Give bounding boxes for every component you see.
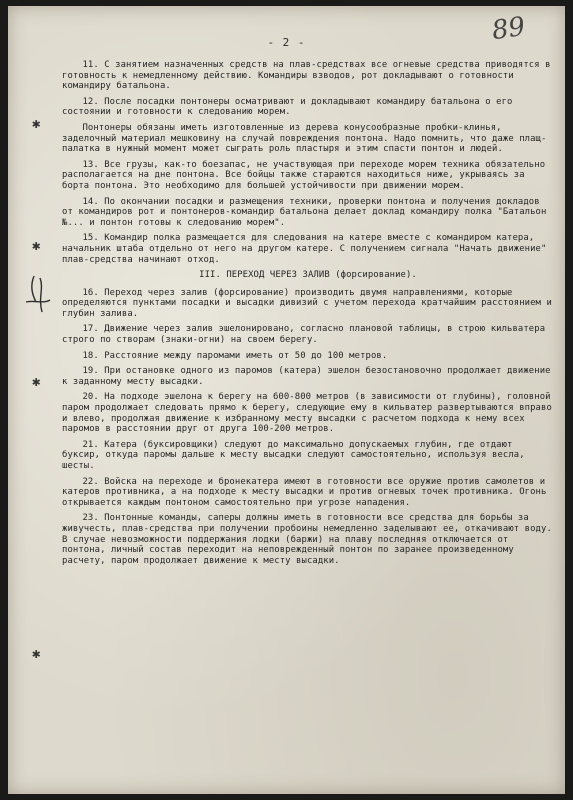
paragraph: 16. Переход через залив (форсирование) производить двумя направлениями, которые определяются пунктами посадки и высадки дивизий с учетом перехода кратчайшим расстоянием и глубин залива. — [62, 287, 558, 319]
paragraph: 14. По окончании посадки и размещения техники, проверки понтона и получения докладов от командиров рот и понтонеров-командир батальона делает доклад командиру полка "Батальон №... и понтон готовы к следованию морем". — [62, 196, 552, 228]
paragraph: 19. При остановке одного из паромов (катера) эшелон безостановочно продолжает движение к заданному месту высадки. — [62, 366, 557, 387]
paragraph: 17. Движение через залив эшелонировано, согласно плановой таблицы, в строю кильватера строго по створам (знаки-огни) на своем берегу. — [62, 324, 551, 346]
archive-page-number: 89 — [489, 11, 527, 47]
page-number: - 2 - — [267, 36, 306, 49]
margin-star-mark: ✱ — [32, 238, 41, 254]
paragraph: 15. Командир полка размещается для следования на катере вместе с командиром катера, начальник штаба отдельно от него на другом катере. С получением сигнала "Начать движение" плав-средства начинают отход. — [62, 233, 552, 265]
paragraph: 18. Расстояние между паромами иметь от 50 до 100 метров. — [82, 350, 388, 361]
margin-handwritten-mark — [20, 272, 56, 318]
paragraph: 21. Катера (буксировщики) следуют до максимально допускаемых глубин, где отдают буксир, откуда паромы дальше к месту высадки следуют самостоятельно, используя весла, шесты. — [62, 439, 531, 471]
margin-star-mark: ✱ — [32, 374, 41, 390]
paragraph: 12. После посадки понтонеры осматривают и докладывают командиру батальона о его состоянии и готовности к следованию морем. — [62, 96, 518, 118]
margin-star-mark: ✱ — [32, 116, 41, 132]
document-body — [62, 60, 558, 571]
paragraph: 11. С занятием назначенных средств на плав-средствах все огневые средства приводятся в готовность к немедленному действию. Командиры взводов, рот докладывают о готовности командиру батальона. — [62, 60, 557, 92]
paragraph: 20. На подходе эшелона к берегу на 600-800 метров (в зависимости от глубины), головной паром продолжает следовать прямо к берегу, следующие ему в кильватер развертываются вправо и влево, продолжая движение к избранному месту высадки с расчетом подхода к нему всех паромов в расстоянии друг от друга 100-200 метров. — [62, 392, 558, 435]
section-heading: III. ПЕРЕХОД ЧЕРЕЗ ЗАЛИВ (форсирование). — [199, 270, 417, 281]
document-page — [8, 6, 565, 794]
paragraph: Понтонеры обязаны иметь изготовленные из дерева конусообразные пробки-клинья, заделочный материал мешковину на случай повреждения понтона. Надо помнить, что даже плащ-палатка в нужный момент может сыграть роль пластыря и этим спасти понтон и людей. — [62, 122, 547, 155]
paragraph: 23. Понтонные команды, саперы должны иметь в готовности все средства для борьбы за живучесть, плав-средства при получении пробоины немедленно заделывают ее, откачивают воду. В случае невозможности поддержания лодки (баржи) на плаву последняя отключается от понтона, личный состав переходит на неповрежденный понтон по заранее произведенному расчету, паром продолжает движение к месту высадки. — [62, 513, 558, 566]
margin-star-mark: ✱ — [32, 646, 41, 662]
paragraph: 13. Все грузы, как-то боезапас, не участвующая при переходе морем техника обязательно располагается на дне понтона. Все бойцы также стараются находиться ниже, укрываясь за борта понтона. Это необходимо для большей устойчивости при движении морем. — [62, 159, 551, 191]
paragraph: 22. Войска на переходе и бронекатера имеют в готовности все оружие против самолетов и катеров противника, а на подходе к месту высадки и против огневых точек противника. Огонь открывается каждым понтоном самостоятельно при угрозе нападения. — [62, 476, 552, 508]
